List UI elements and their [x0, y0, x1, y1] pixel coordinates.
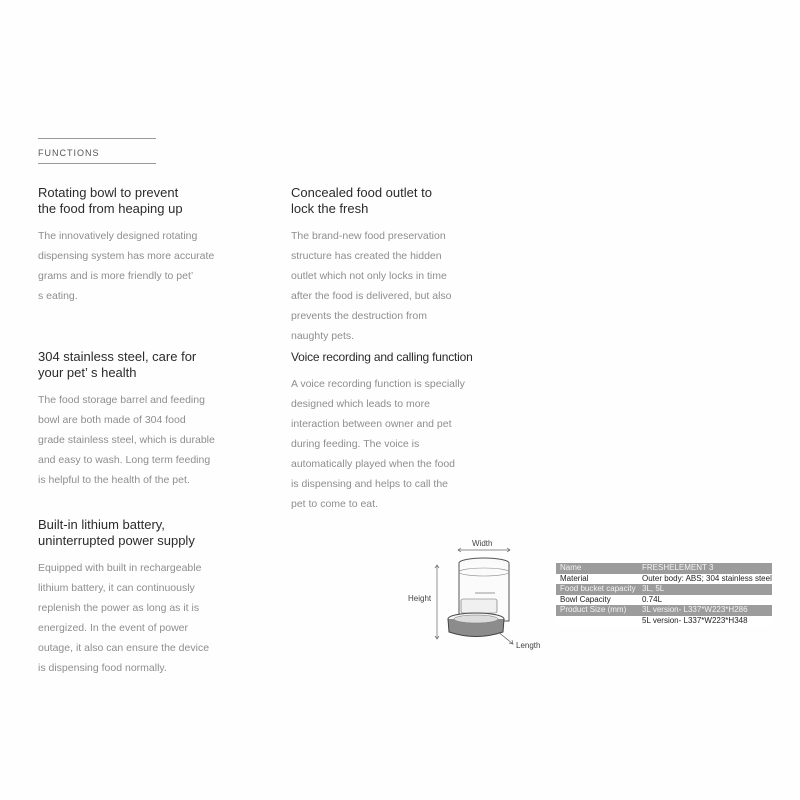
spec-row: Product Size (mm) 3L version- L337*W223*H286: [556, 605, 772, 616]
spec-row: 5L version- L337*W223*H348: [556, 616, 772, 627]
spec-table: [556, 563, 772, 626]
feature-stainless-steel: [38, 349, 248, 490]
feature-title: Rotating bowl to prevent the food from heaping up: [38, 185, 183, 216]
feature-voice-recording: [291, 349, 491, 514]
feature-concealed-outlet: [291, 185, 491, 346]
spec-row: Material Outer body: ABS; 304 stainless steel: [556, 574, 772, 585]
feature-title: Concealed food outlet to lock the fresh: [291, 185, 432, 216]
feature-title: Voice recording and calling function: [291, 350, 473, 364]
height-label: Height: [408, 594, 432, 603]
feature-description: The innovatively designed rotating dispensing system has more accurate grams and is more friendly to pet’ s eating.: [38, 230, 215, 302]
feature-description: Equipped with built in rechargeable lithium battery, it can continuously replenish the power as long as it is energized. In the event of power outage, it also can ensure the device is dispensing food normally.: [38, 562, 210, 674]
feature-lithium-battery: [38, 517, 248, 678]
section-label: [38, 138, 156, 164]
feature-description: A voice recording function is specially designed which leads to more interaction between owner and pet during feeding. The voice is automatically played when the food is dispensing and helps to call the pet to come to eat.: [291, 378, 465, 510]
length-label: Length: [516, 641, 541, 650]
feature-description: The food storage barrel and feeding bowl are both made of 304 food grade stainless steel, which is durable and easy to wash. Long term feeding is helpful to the health of the pet.: [38, 394, 215, 486]
feature-title: 304 stainless steel, care for your pet’ s health: [38, 349, 197, 380]
feature-description: The brand-new food preservation structure has created the hidden outlet which not only locks in time after the food is delivered, but also prevents the destruction from naughty pets.: [291, 230, 452, 342]
spec-row: Food bucket capacity 3L, 5L: [556, 584, 772, 595]
feature-rotating-bowl: [38, 185, 248, 306]
width-label: Width: [472, 539, 493, 548]
product-dimension-diagram: [400, 535, 550, 660]
spec-row: Bowl Capacity 0.74L: [556, 595, 772, 606]
feature-title: Built-in lithium battery, uninterrupted power supply: [38, 517, 195, 548]
section-label-text: FUNCTIONS: [38, 148, 100, 158]
spec-row: Name FRESHELEMENT 3: [556, 563, 772, 574]
